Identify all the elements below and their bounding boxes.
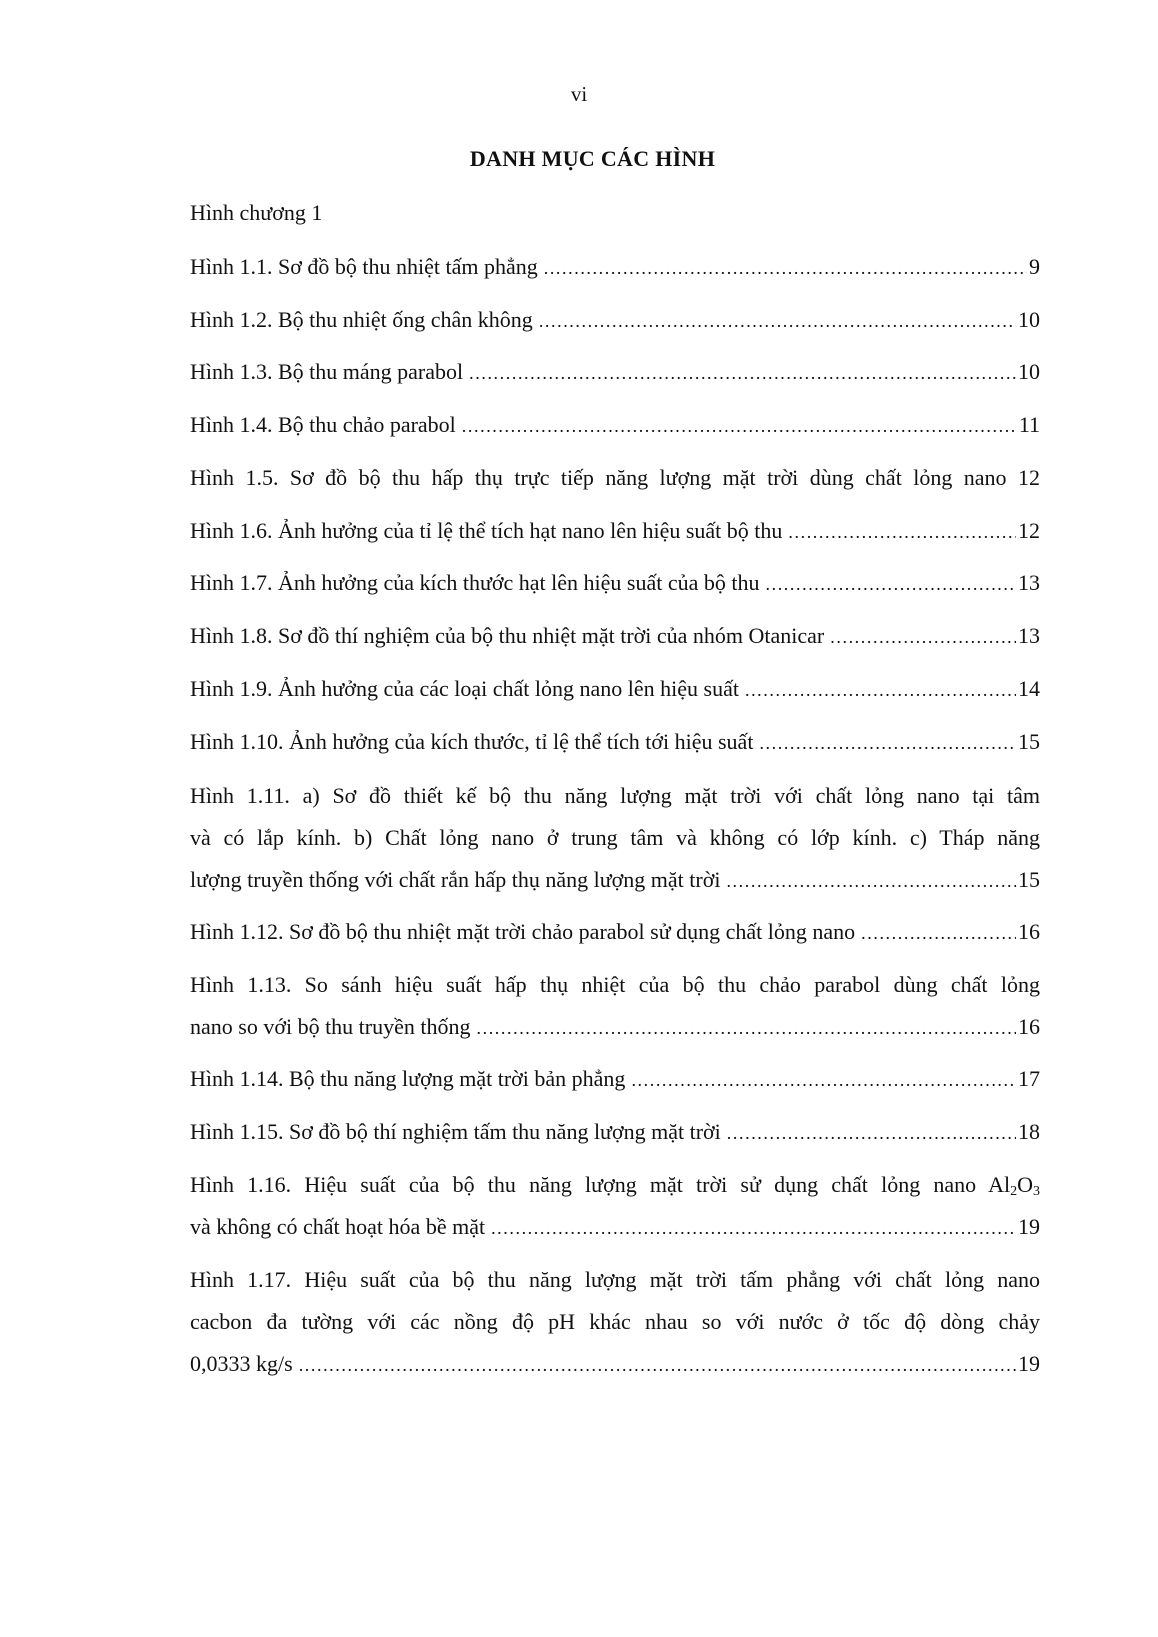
entry-page: 18 <box>1018 1119 1040 1144</box>
entry-page: 13 <box>1018 623 1040 648</box>
toc-entry-1-5[interactable] <box>190 457 1040 499</box>
entry-page: 11 <box>1018 412 1040 437</box>
entry-page: 19 <box>1018 1351 1040 1376</box>
entry-label: Hình 1.3. Bộ thu máng parabol <box>190 359 464 384</box>
dot-leader <box>727 1112 1016 1154</box>
entry-page: 15 <box>1018 867 1040 892</box>
dot-leader <box>766 563 1017 605</box>
entry-label: Hình 1.14. Bộ thu năng lượng mặt trời bản phẳng <box>190 1066 626 1091</box>
entry-page: 15 <box>1018 729 1040 754</box>
entry-page: 14 <box>1018 676 1040 701</box>
dot-leader <box>631 1059 1016 1101</box>
entry-label: Hình 1.8. Sơ đồ thí nghiệm của bộ thu nhiệt mặt trời của nhóm Otanicar <box>190 623 825 648</box>
page-title: DANH MỤC CÁC HÌNH <box>469 146 716 171</box>
entry-label: 0,0333 kg/s <box>190 1351 293 1376</box>
entry-label: Hình 1.4. Bộ thu chảo parabol <box>190 412 456 437</box>
dot-leader <box>539 300 1016 342</box>
toc-entry-1-13[interactable] <box>190 964 1040 1048</box>
entry-line: và có lắp kính. b) Chất lỏng nano ở trung tâm và không có lớp kính. c) Tháp năng <box>190 825 1040 850</box>
dot-leader <box>759 722 1016 764</box>
toc-entry-1-9[interactable] <box>190 668 1040 710</box>
entry-label: Hình 1.9. Ảnh hưởng của các loại chất lỏng nano lên hiệu suất <box>190 676 739 701</box>
entry-line-text: O <box>1017 1172 1033 1197</box>
entry-label: Hình 1.1. Sơ đồ bộ thu nhiệt tấm phẳng <box>190 254 538 279</box>
entry-page: 10 <box>1018 359 1040 384</box>
entry-label: Hình 1.12. Sơ đồ bộ thu nhiệt mặt trời chảo parabol sử dụng chất lỏng nano <box>190 919 856 944</box>
toc-entry-1-16[interactable] <box>190 1164 1040 1248</box>
entry-line: Hình 1.11. a) Sơ đồ thiết kế bộ thu năng lượng mặt trời với chất lỏng nano tại tâm <box>190 783 1040 808</box>
toc-entry-1-12[interactable] <box>190 911 1040 953</box>
dot-leader <box>830 616 1016 658</box>
entry-line <box>190 1164 1040 1206</box>
section-heading: Hình chương 1 <box>190 200 323 225</box>
entry-line: cacbon đa tường với các nồng độ pH khác nhau so với nước ở tốc độ dòng chảy <box>190 1309 1040 1334</box>
toc-entry-1-11[interactable] <box>190 775 1040 901</box>
dot-leader <box>491 1207 1016 1249</box>
page-number: vi <box>570 82 588 106</box>
subscript: 3 <box>1033 1184 1040 1199</box>
toc-entry-1-3[interactable] <box>190 351 1040 393</box>
entry-label: nano so với bộ thu truyền thống <box>190 1014 471 1039</box>
toc-entry-1-4[interactable] <box>190 404 1040 446</box>
entry-label: Hình 1.10. Ảnh hưởng của kích thước, tỉ lệ thể tích tới hiệu suất <box>190 729 754 754</box>
entry-label: và không có chất hoạt hóa bề mặt <box>190 1214 486 1239</box>
dot-leader <box>469 352 1016 394</box>
entry-line: Hình 1.13. So sánh hiệu suất hấp thụ nhiệt của bộ thu chảo parabol dùng chất lỏng <box>190 972 1040 997</box>
toc-entry-1-14[interactable] <box>190 1058 1040 1100</box>
dot-leader <box>462 405 1017 447</box>
toc-entry-1-10[interactable] <box>190 721 1040 763</box>
entry-page: 9 <box>1029 254 1040 279</box>
toc-entry-1-8[interactable] <box>190 615 1040 657</box>
entry-label: Hình 1.15. Sơ đồ bộ thí nghiệm tấm thu năng lượng mặt trời <box>190 1119 721 1144</box>
entry-page: 10 <box>1018 307 1040 332</box>
entry-label: Hình 1.7. Ảnh hưởng của kích thước hạt lên hiệu suất của bộ thu <box>190 570 760 595</box>
dot-leader <box>745 669 1016 711</box>
toc-entry-1-6[interactable] <box>190 510 1040 552</box>
entry-page: 17 <box>1018 1066 1040 1091</box>
entry-page: 12 <box>1018 518 1040 543</box>
entry-line: Hình 1.17. Hiệu suất của bộ thu năng lượng mặt trời tấm phẳng với chất lỏng nano <box>190 1267 1040 1292</box>
dot-leader <box>726 860 1016 902</box>
toc-entry-1-1[interactable] <box>190 246 1040 288</box>
entry-page: 13 <box>1018 570 1040 595</box>
entry-page: 19 <box>1018 1214 1040 1239</box>
subscript: 2 <box>1010 1184 1018 1199</box>
dot-leader <box>788 511 1016 553</box>
entry-label: Hình 1.2. Bộ thu nhiệt ống chân không <box>190 307 533 332</box>
entry-label: lượng truyền thống với chất rắn hấp thụ năng lượng mặt trời <box>190 867 721 892</box>
entry-label: Hình 1.6. Ảnh hưởng của tỉ lệ thể tích hạt nano lên hiệu suất bộ thu <box>190 518 783 543</box>
toc-entry-1-7[interactable] <box>190 562 1040 604</box>
toc-entry-1-2[interactable] <box>190 299 1040 341</box>
toc-entry-1-15[interactable] <box>190 1111 1040 1153</box>
dot-leader <box>544 247 1027 289</box>
dot-leader <box>861 912 1016 954</box>
entry-page: 16 <box>1018 919 1040 944</box>
entry-label: Hình 1.5. Sơ đồ bộ thu hấp thụ trực tiếp năng lượng mặt trời dùng chất lỏng nano 12 <box>190 465 1040 490</box>
entry-line-text: Hình 1.16. Hiệu suất của bộ thu năng lượng mặt trời sử dụng chất lỏng nano Al <box>190 1172 1011 1197</box>
toc-entry-1-17[interactable] <box>190 1259 1040 1385</box>
dot-leader <box>299 1344 1016 1386</box>
dot-leader <box>477 1007 1017 1049</box>
entry-page: 16 <box>1018 1014 1040 1039</box>
